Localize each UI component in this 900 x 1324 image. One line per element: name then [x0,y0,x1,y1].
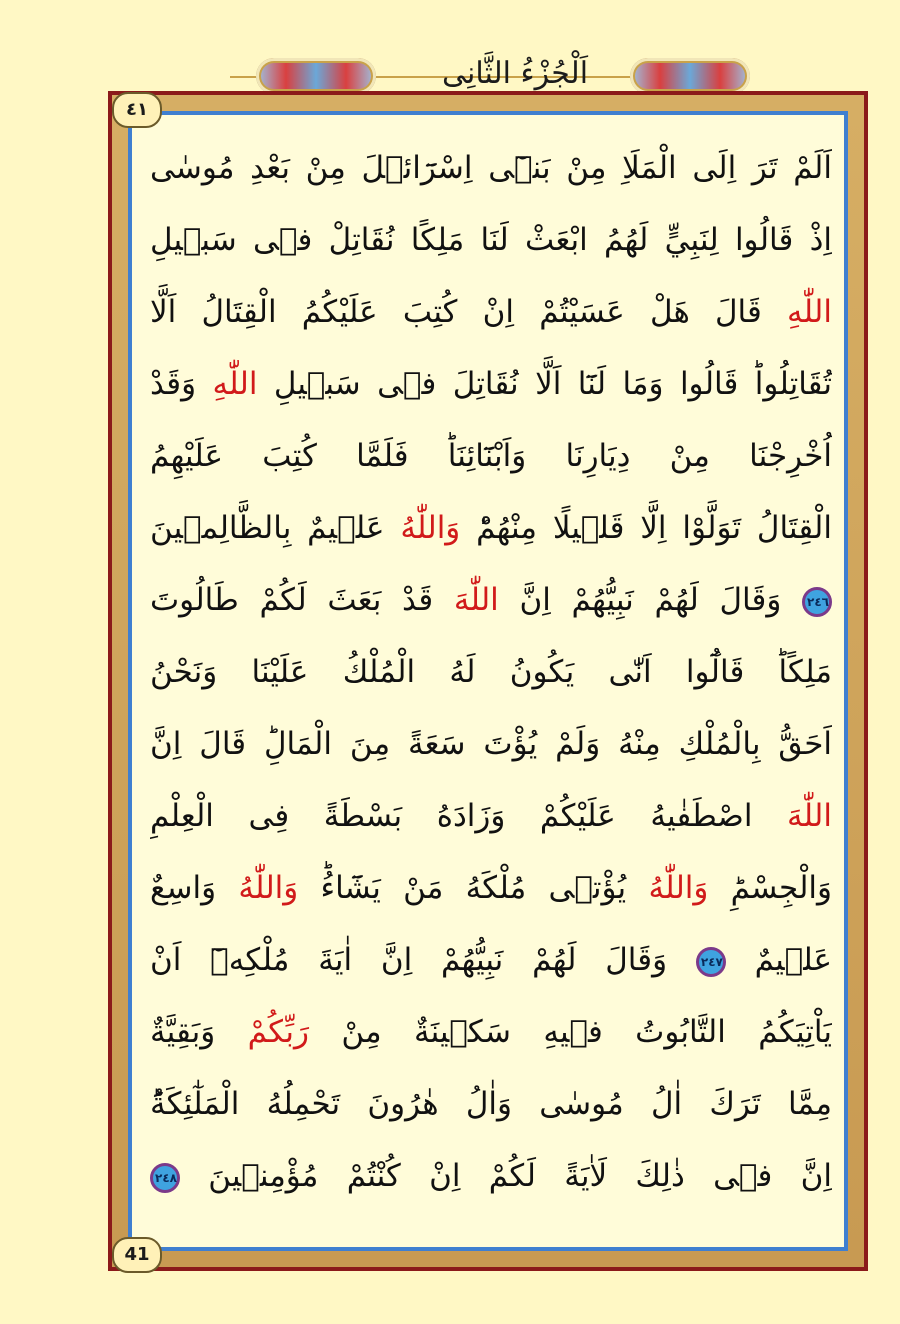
verse-segment: قَدْ بَعَثَ لَكُمْ طَالُوتَ [150,582,454,618]
text-line [150,1140,832,1212]
verse-text [150,132,832,1212]
verse-segment: قَالَ هَلْ عَسَيْتُمْ اِنْ كُتِبَ عَلَيْكُمُ الْقِتَالُ اَلَّا [150,294,788,330]
divine-name: وَاللّٰهُ [400,510,461,546]
verse-segment: اُخْرِجْنَا مِنْ دِيَارِنَا وَاَبْنَٓائِنَاؕ فَلَمَّا كُتِبَ عَلَيْهِمُ [150,438,832,474]
text-line [150,276,832,348]
divine-name: اللّٰهَ [787,798,832,834]
header-ornament-left [256,58,376,94]
text-line [150,852,832,924]
text-line [150,564,832,636]
divine-name: اللّٰهِ [212,366,258,402]
text-line [150,420,832,492]
text-line [150,708,832,780]
verse-segment: تُقَاتِلُواؕ قَالُوا وَمَا لَنَٓا اَلَّا نُقَاتِلَ فٖى سَبٖيلِ [257,366,832,402]
verse-segment: وَاسِعٌ [150,870,239,906]
divine-name: اللّٰهِ [787,294,832,330]
ayah-number-marker: ٢٤٦ [802,587,832,617]
verse-segment: مَلِكًاؕ قَالُٓوا اَنّٰى يَكُونُ لَهُ الْمُلْكُ عَلَيْنَا وَنَحْنُ [150,654,832,690]
page-number-bottom: 41 [112,1237,162,1273]
text-line [150,204,832,276]
text-line [150,1068,832,1140]
verse-segment: وَقَدْ [150,366,213,402]
verse-segment: وَبَقِيَّةٌ [150,1014,248,1050]
text-line [150,348,832,420]
page-number-top: ٤١ [112,92,162,128]
verse-segment: وَقَالَ لَهُمْ نَبِيُّهُمْ اِنَّ [498,582,802,618]
divine-name: وَاللّٰهُ [648,870,709,906]
verse-segment: يُؤْتٖى مُلْكَهُ مَنْ يَشَٓاءُؕ [298,870,649,906]
verse-segment: وَالْجِسْمِؕ [708,870,832,906]
verse-segment: يَاْتِيَكُمُ التَّابُوتُ فٖيهِ سَكٖينَةٌ مِنْ [309,1014,832,1050]
verse-segment: عَلٖيمٌ [725,942,832,978]
header-ornament-right [630,58,750,94]
text-line [150,132,832,204]
verse-segment: اصْطَفٰيهُ عَلَيْكُمْ وَزَادَهُ بَسْطَةً فِى الْعِلْمِ [150,798,788,834]
text-line [150,996,832,1068]
verse-segment: وَقَالَ لَهُمْ نَبِيُّهُمْ اِنَّ اٰيَةَ مُلْكِهٖٓ اَنْ [150,942,696,978]
verse-segment: مِمَّا تَرَكَ اٰلُ مُوسٰى وَاٰلُ هٰرُونَ تَحْمِلُهُ الْمَلٰٓئِكَةُؕ [150,1086,832,1122]
text-line [150,492,832,564]
juz-title: اَلْجُزْءُ الثَّانِى [441,56,589,91]
text-line [150,780,832,852]
verse-segment: اَلَمْ تَرَ اِلَى الْمَلَاِ مِنْ بَنٖٓى اِسْرَٓائٖلَ مِنْ بَعْدِ مُوسٰى [150,150,832,186]
text-line [150,924,832,996]
verse-segment: اَحَقُّ بِالْمُلْكِ مِنْهُ وَلَمْ يُؤْتَ سَعَةً مِنَ الْمَالِؕ قَالَ اِنَّ [150,726,832,762]
divine-name: وَاللّٰهُ [238,870,299,906]
verse-segment: اِذْ قَالُوا لِنَبِيٍّ لَهُمُ ابْعَثْ لَنَا مَلِكًا نُقَاتِلْ فٖى سَبٖيلِ [150,222,832,258]
verse-segment: عَلٖيمٌ بِالظَّالِمٖينَ [150,510,401,546]
text-line [150,636,832,708]
verse-segment: اِنَّ فٖى ذٰلِكَ لَاٰيَةً لَكُمْ اِنْ كُنْتُمْ مُؤْمِنٖينَ [180,1158,832,1194]
ayah-number-marker: ٢٤٧ [696,947,726,977]
divine-name: رَبِّكُمْ [247,1014,309,1050]
ayah-number-marker: ٢٤٨ [150,1163,180,1193]
verse-segment: الْقِتَالُ تَوَلَّوْا اِلَّا قَلٖيلًا مِنْهُمْؕ [460,510,832,546]
divine-name: اللّٰهَ [453,582,499,618]
